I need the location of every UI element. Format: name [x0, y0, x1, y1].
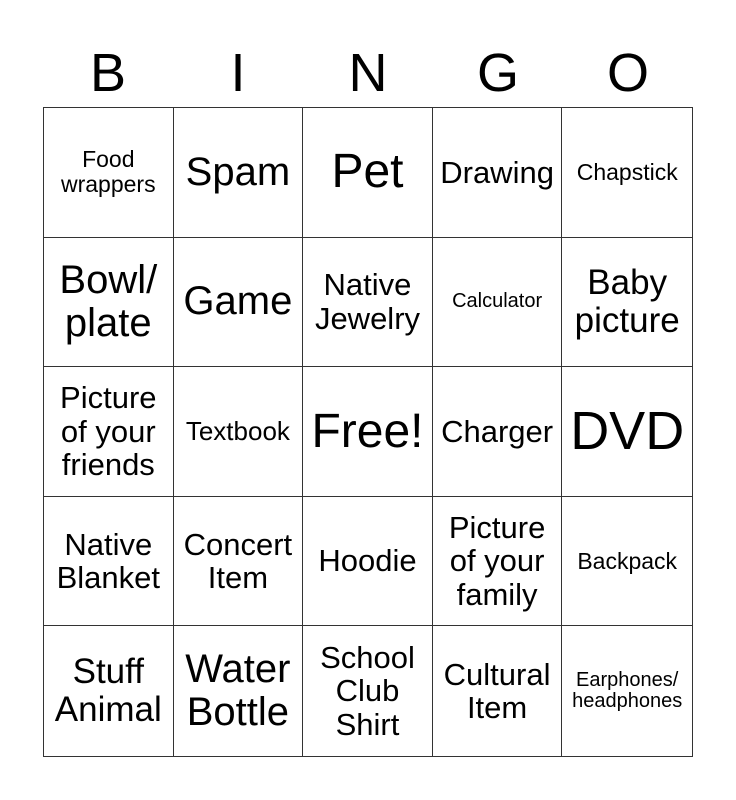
bingo-cell[interactable] — [562, 108, 692, 238]
header-letter-b: B — [89, 43, 127, 103]
bingo-cell[interactable] — [433, 626, 563, 756]
bingo-cell[interactable] — [174, 367, 304, 497]
cell-label: Stuff Animal — [54, 652, 162, 730]
cell-label: Textbook — [185, 416, 290, 447]
cell-label: Earphones/ headphones — [572, 668, 683, 713]
cell-label: Picture of your family — [448, 509, 546, 612]
bingo-cell[interactable] — [174, 108, 304, 238]
bingo-header — [43, 40, 693, 106]
bingo-cell[interactable] — [303, 626, 433, 756]
bingo-cell[interactable] — [44, 367, 174, 497]
bingo-cell[interactable] — [174, 626, 304, 756]
bingo-cell[interactable] — [44, 626, 174, 756]
cell-label: School Club Shirt — [320, 639, 415, 742]
bingo-cell[interactable] — [174, 238, 304, 368]
bingo-cell[interactable] — [433, 497, 563, 627]
header-letter-g: G — [476, 43, 519, 103]
cell-label: Picture of your friends — [60, 380, 157, 483]
bingo-cell[interactable] — [303, 238, 433, 368]
header-letter-o: O — [606, 43, 649, 103]
cell-label: Chapstick — [576, 158, 678, 185]
bingo-cell[interactable] — [303, 497, 433, 627]
header-letter-n: N — [348, 43, 388, 103]
cell-label: Game — [183, 279, 293, 324]
bingo-cell[interactable] — [562, 626, 692, 756]
cell-label: Cultural Item — [443, 656, 551, 726]
cell-label: Backpack — [577, 547, 678, 574]
bingo-cell[interactable] — [44, 108, 174, 238]
bingo-cell[interactable] — [433, 367, 563, 497]
cell-label: Concert Item — [183, 526, 293, 596]
cell-label: Pet — [331, 145, 404, 199]
cell-label: Calculator — [452, 290, 543, 313]
bingo-cell[interactable] — [303, 367, 433, 497]
cell-label: DVD — [570, 401, 685, 462]
header-letter-i: I — [230, 43, 246, 103]
bingo-cell[interactable] — [433, 238, 563, 368]
cell-label: Baby picture — [574, 263, 680, 340]
bingo-cell[interactable] — [44, 238, 174, 368]
bingo-cell[interactable] — [44, 497, 174, 627]
bingo-board — [43, 107, 693, 757]
cell-label: Water Bottle — [185, 647, 291, 735]
bingo-cell[interactable] — [433, 108, 563, 238]
cell-label: Drawing — [440, 154, 554, 190]
cell-label: Charger — [441, 413, 554, 449]
cell-label: Spam — [185, 149, 291, 194]
bingo-cell[interactable] — [562, 497, 692, 627]
cell-label: Free! — [311, 404, 424, 458]
bingo-cell[interactable] — [174, 497, 304, 627]
cell-label: Native Jewelry — [314, 267, 421, 336]
bingo-cell[interactable] — [562, 238, 692, 368]
cell-label: Native Blanket — [56, 526, 160, 596]
bingo-cell[interactable] — [303, 108, 433, 238]
cell-label: Bowl/ plate — [59, 257, 158, 345]
bingo-cell[interactable] — [562, 367, 692, 497]
cell-label: Food wrappers — [60, 146, 156, 198]
cell-label: Hoodie — [318, 543, 417, 579]
